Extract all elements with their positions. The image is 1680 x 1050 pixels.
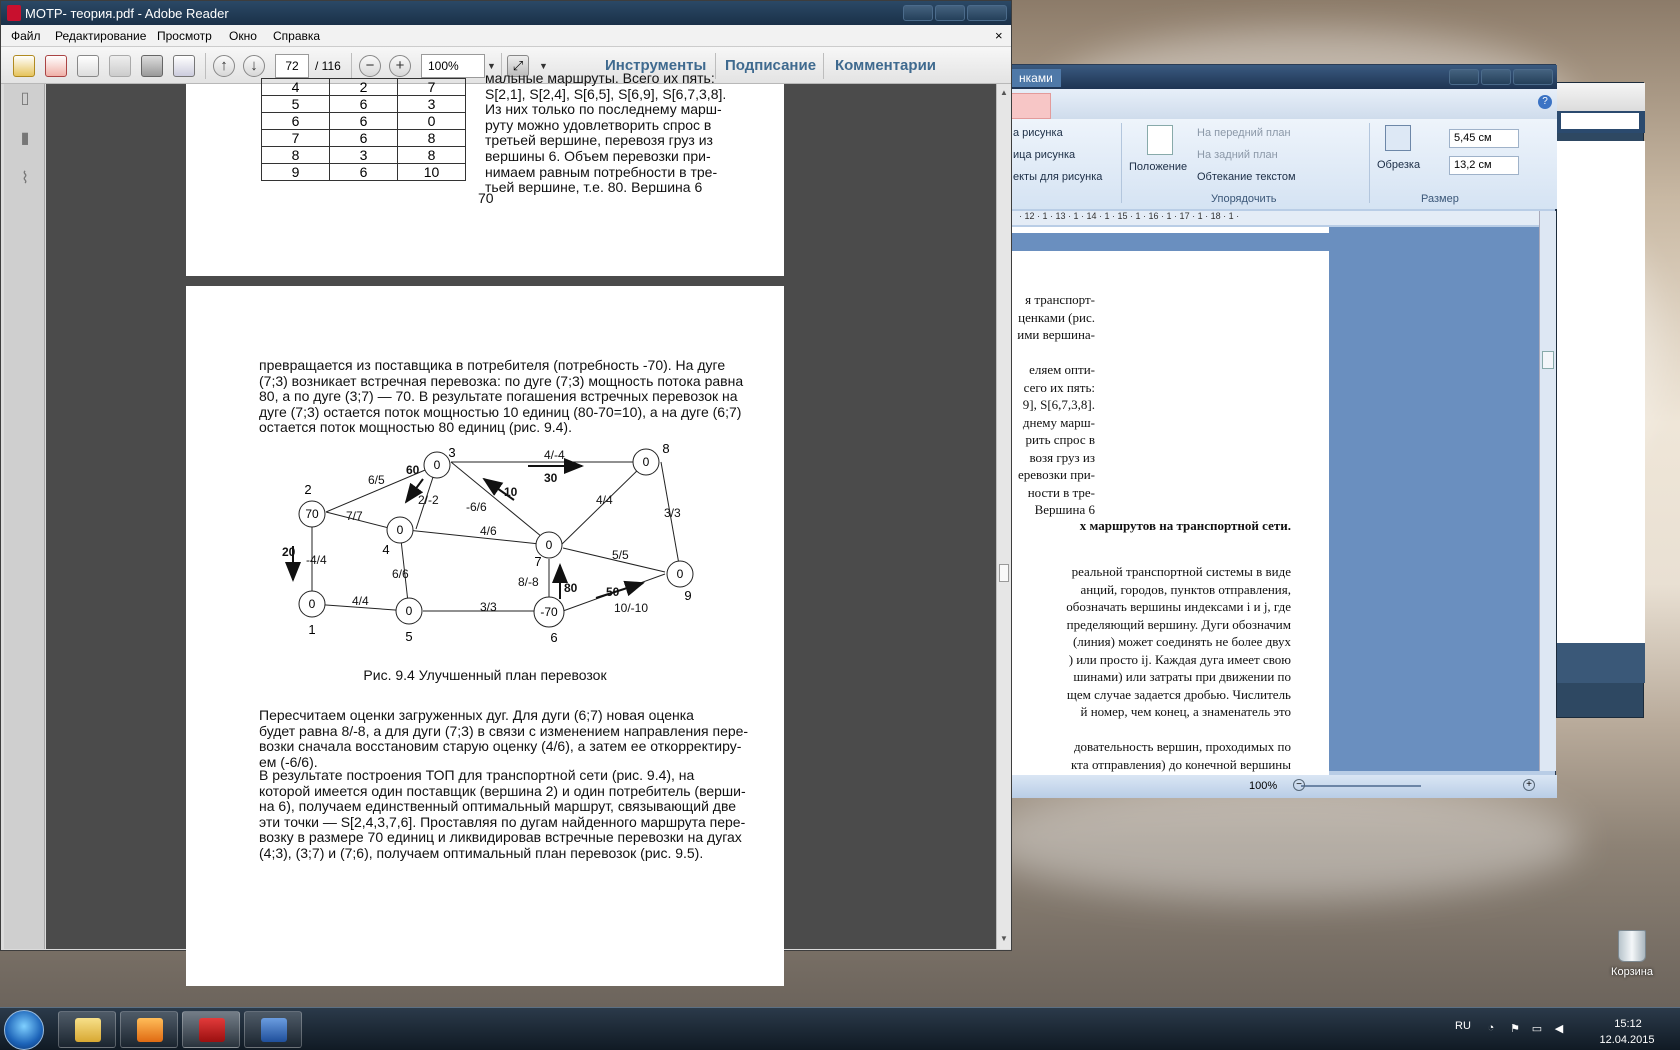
edge-label: 4/6 [480,524,497,538]
close-document-icon[interactable]: × [995,28,1003,43]
page-number: 70 [478,190,494,206]
table-cell: 10 [398,164,466,181]
edge-label: 6/6 [392,567,409,581]
pdf-page [186,286,784,986]
text-line: будет равна 8/-8, а для дуги (7;3) в связи с изменением направления пере- [259,722,749,739]
scroll-thumb[interactable] [999,564,1009,582]
clock-date[interactable]: 12.04.2015 [1599,1034,1655,1046]
pdf-page [186,70,784,276]
scroll-up-icon[interactable]: ▲ [1000,88,1008,97]
table-cell: 8 [262,147,330,164]
word-ribbon-tabs [1011,89,1557,119]
taskbar-word[interactable] [244,1011,302,1048]
figure-caption: Рис. 9.4 Улучшенный план перевозок [363,667,607,683]
flow-label: 80 [564,581,578,595]
text-line: 80, а по дуге (3;7) — 70. В результате погашения встречных перевозок на [259,388,738,405]
node-id: 5 [405,629,413,644]
document-view [46,70,996,949]
text-line: я транспорт- [1025,292,1095,307]
node-id: 2 [304,482,312,497]
edge-label: 4/4 [596,493,613,507]
text-line: эти точки — S[2,4,3,7,6]. Проставляя по дугам найденного маршрута пере- [259,813,746,830]
node-id: 3 [448,445,456,460]
crop-button[interactable]: Обрезка [1377,159,1421,171]
sign-pane-button[interactable]: Подписание [725,57,817,74]
table-row [262,164,466,181]
text-line: обозначать вершины индексами i и j, где [1066,599,1291,614]
word-page [1011,251,1329,791]
text-line: дуге (7;3) остается поток мощностью 10 единиц (80-70=10), а на дуге (6;7) [259,403,742,420]
table-cell: 6 [330,96,398,113]
taskbar-adobe-reader[interactable] [182,1011,240,1048]
volume-icon[interactable]: ◀ [1554,1023,1564,1035]
crop-icon [1385,125,1411,151]
text-line: днему марш- [1022,414,1095,430]
table-cell: 4 [262,79,330,96]
menu-help[interactable]: Справка [273,29,321,43]
table-cell: 2 [330,79,398,96]
text-line: на 6), получаем единственный оптимальный маршрут, связывающий две [259,798,737,815]
text-line: возя груз из [1029,449,1095,465]
taskbar-media-player[interactable] [120,1011,178,1048]
toolbar-separator [351,53,352,79]
node-id: 9 [684,588,692,603]
text-line: кта отправления) до конечной вершины [1070,756,1291,772]
node-id: 7 [534,554,542,569]
text-line: (линия) может соединять не более двух [1072,634,1291,649]
edge-label: 8/-8 [518,575,539,589]
start-button[interactable] [4,1010,44,1050]
next-page-icon[interactable]: ↓ [243,55,265,77]
text-line: возки сначала восстановим старую оценку (4/6), а затем ее откорректиру- [259,738,742,755]
zoom-slider[interactable] [1301,785,1421,787]
node-value: 0 [676,567,684,581]
edit-icon[interactable] [77,55,99,77]
scroll-down-icon[interactable]: ▼ [1000,934,1008,943]
height-field[interactable]: 5,45 см [1449,129,1519,148]
table-row [262,113,466,130]
table-row [262,147,466,164]
edge-label: 4/-4 [544,448,565,462]
text-line: возку в размере 70 единиц и ликвидировав встречные перевозки на дугах [259,829,742,846]
text-line: еляем опти- [1029,362,1095,377]
print-icon[interactable] [141,55,163,77]
network-icon[interactable]: ◔ [1487,1022,1495,1034]
text-line: нимаем равным потребности в тре- [485,163,718,180]
edge-label: 5/5 [612,548,629,562]
arrange-group-label: Упорядочить [1211,193,1277,205]
edge-label: 10/-10 [614,601,649,615]
flow-label: 20 [282,545,296,559]
node-value: 0 [308,597,316,611]
page-number-input[interactable]: 72 [275,54,309,78]
maximize-button[interactable] [935,5,965,21]
text-line: которой имеется один поставщик (вершина 2) и один потребитель (верши- [259,782,746,799]
text-line: тьей вершине, т.е. 80. Вершина 6 [485,179,703,196]
text-line: остается поток мощностью 80 единиц (рис. 9.4). [259,419,572,436]
flow-label: 10 [504,485,518,499]
recycle-bin-icon[interactable] [1603,930,1661,978]
minimize-button[interactable] [903,5,933,21]
text-line: еревозки при- [1018,467,1095,482]
table-cell: 7 [262,130,330,147]
navigation-pane [4,84,45,949]
edge-label: 3/3 [664,506,681,520]
edge-label: 3/3 [480,600,497,614]
table-row [262,96,466,113]
word-document-area [1011,227,1539,771]
text-line: S[2,1], S[2,4], S[6,5], S[6,9], S[6,7,3,8]. [485,85,727,102]
vertical-scrollbar[interactable] [996,84,1011,949]
bookmarks-icon[interactable]: ▮ [20,130,30,147]
zoom-in-icon[interactable]: + [1523,779,1535,791]
flow-label: 50 [606,585,620,599]
menu-file[interactable]: Файл [11,29,41,43]
table-cell: 9 [262,164,330,181]
text-line: ем (-6/6). [259,753,318,770]
text-line: шинами) или затраты при движении по [1073,669,1291,684]
taskbar [0,1007,1680,1050]
clock-time[interactable]: 15:12 [1614,1018,1642,1030]
fit-page-icon[interactable]: ⤢ [507,55,529,77]
position-icon [1147,125,1173,155]
edge-label: 7/7 [346,509,363,523]
adobe-titlebar [1,1,1011,25]
text-line: Вершина 6 [1034,502,1095,517]
word-ribbon [1011,119,1557,209]
text-line: превращается из поставщика в потребителя (потребность -70). На дуге [259,357,726,373]
zoom-select[interactable]: 100% [421,54,485,78]
data-table [261,78,466,181]
word-heading: х маршрутов на транспортной сети. [1079,518,1291,533]
maximize-button[interactable] [1481,69,1511,85]
text-line: третьей вершине, перевозя груз из [485,132,713,149]
table-cell: 0 [398,113,466,130]
node-id: 4 [382,542,390,557]
word-window[interactable] [1010,64,1556,798]
text-line: ) или просто ij. Каждая дуга имеет свою [1068,651,1291,667]
flow-label: 60 [406,463,420,477]
text-line: ценками (рис. [1018,309,1095,325]
width-field[interactable]: 13,2 см [1449,156,1519,175]
toolbar-separator [823,53,824,79]
window-title: МОТР- теория.pdf - Adobe Reader [25,6,229,21]
node-value: -70 [540,605,558,619]
page-total: / 116 [315,59,341,73]
size-group-label: Размер [1421,193,1459,205]
text-line: мальные маршруты. Всего их пять: [485,70,715,86]
text-wrap-button[interactable]: Обтекание текстом [1197,171,1296,183]
edge-label: -6/6 [466,500,487,514]
create-pdf-icon[interactable] [45,55,67,77]
text-line: руту можно удовлетворить спрос в [485,116,712,133]
word-ruler: · 12 · 1 · 13 · 1 · 14 · 1 · 15 · 1 · 16 · 1 · 17 · 1 · 18 · 1 · [1011,211,1539,225]
text-line [1011,721,1291,739]
table-row [262,79,466,96]
page-thumbnails-icon[interactable]: ▯ [20,90,30,107]
bring-front-button[interactable]: На передний план [1197,127,1291,139]
email-icon[interactable] [173,55,195,77]
toolbar-separator [715,53,716,79]
table-cell: 8 [398,147,466,164]
table-cell: 6 [330,164,398,181]
table-cell: 5 [262,96,330,113]
text-line: рить спрос в [1025,432,1095,447]
flow-label: 30 [544,471,558,485]
background-window[interactable] [1556,82,1644,718]
help-icon[interactable]: ? [1538,95,1552,109]
text-line: пределяющий вершину. Дуги обозначим [1066,616,1291,632]
table-cell: 6 [330,113,398,130]
menu-bar [1,25,1011,47]
text-line: анций, городов, пунктов отправления, [1080,581,1291,597]
word-zoom-level: 100% [1249,780,1278,792]
text-line: ности в тре- [1027,484,1095,500]
edge-label: -4/4 [306,553,327,567]
table-row [262,130,466,147]
text-line: вершины 6. Объем перевозки при- [485,147,711,164]
recycle-bin-label: Корзина [1611,966,1653,978]
comments-pane-button[interactable]: Комментарии [835,57,937,74]
word-vertical-scrollbar[interactable] [1539,211,1556,771]
node-value: 0 [405,604,413,618]
text-line: ими вершина- [1017,327,1095,342]
open-icon[interactable] [13,55,35,77]
position-button[interactable]: Положение [1129,161,1188,173]
node-value: 0 [642,455,650,469]
adobe-logo-icon [7,5,21,21]
text-line: щем случае задается дробью. Числитель [1066,686,1291,702]
table-cell: 8 [398,130,466,147]
table-cell: 6 [330,130,398,147]
menu-window[interactable]: Окно [229,29,257,43]
table-cell: 6 [262,113,330,130]
text-line: сего их пять: [1023,379,1095,395]
text-line: довательность вершин, проходимых по [1073,739,1291,754]
table-cell: 3 [398,96,466,113]
node-id: 8 [662,441,670,456]
edge-label: 6/5 [368,473,385,487]
send-back-button[interactable]: На задний план [1197,149,1278,161]
table-cell: 7 [398,79,466,96]
node-value: 0 [545,538,553,552]
node-value: 70 [305,507,319,521]
text-line: Пересчитаем оценки загруженных дуг. Для дуги (6;7) новая оценка [259,707,694,723]
menu-edit[interactable]: Редактирование [55,29,147,43]
menu-view[interactable]: Просмотр [157,29,212,43]
text-line: Из них только по последнему марш- [485,101,722,118]
attachments-icon[interactable]: ⌇ [21,170,29,187]
word-tab-label[interactable]: нками [1011,69,1061,87]
close-button[interactable] [1513,69,1553,85]
edge-label: 2/-2 [418,493,439,507]
taskbar-explorer[interactable] [58,1011,116,1048]
network-graph-figure [276,441,696,654]
text-line: реальной транспортной системы в виде [1071,564,1291,579]
text-line: (7;3) возникает встречная перевозка: по дуге (7;3) мощность потока равна [259,372,744,389]
table-cell: 3 [330,147,398,164]
node-id: 1 [308,622,316,637]
save-icon[interactable] [109,55,131,77]
ribbon-item[interactable]: екты для рисунка [1013,171,1103,183]
zoom-out-icon[interactable]: − [1293,779,1305,791]
text-line: й номер, чем конец, а знаменатель это [1080,704,1291,719]
node-value: 0 [396,523,404,537]
flag-icon[interactable]: ⚑ [1510,1023,1520,1035]
action-center-icon[interactable]: ▭ [1531,1023,1543,1035]
close-button[interactable] [967,5,1007,21]
previous-page-icon[interactable]: ↑ [213,55,235,77]
minimize-button[interactable] [1449,69,1479,85]
ribbon-item[interactable]: ица рисунка [1013,149,1076,161]
text-line: 9], S[6,7,3,8]. [1022,397,1095,412]
zoom-out-icon[interactable]: − [359,55,381,77]
language-indicator[interactable]: RU [1455,1020,1471,1032]
node-value: 0 [433,458,441,472]
ribbon-item[interactable]: а рисунка [1013,127,1063,139]
toolbar-separator [205,53,206,79]
node-id: 6 [550,630,558,645]
zoom-in-icon[interactable]: + [389,55,411,77]
text-line: В результате построения ТОП для транспортной сети (рис. 9.4), на [259,767,695,783]
word-titlebar [1011,65,1557,89]
text-line: (4;3), (3;7) и (7;6), получаем оптимальный план перевозок (рис. 9.5). [259,844,704,861]
tools-pane-button[interactable]: Инструменты [605,57,707,74]
chevron-down-icon[interactable]: ▼ [539,61,548,71]
word-statusbar [1011,775,1557,798]
text-line [1011,344,1095,362]
chevron-down-icon[interactable]: ▼ [487,61,496,71]
edge-label: 4/4 [352,594,369,608]
